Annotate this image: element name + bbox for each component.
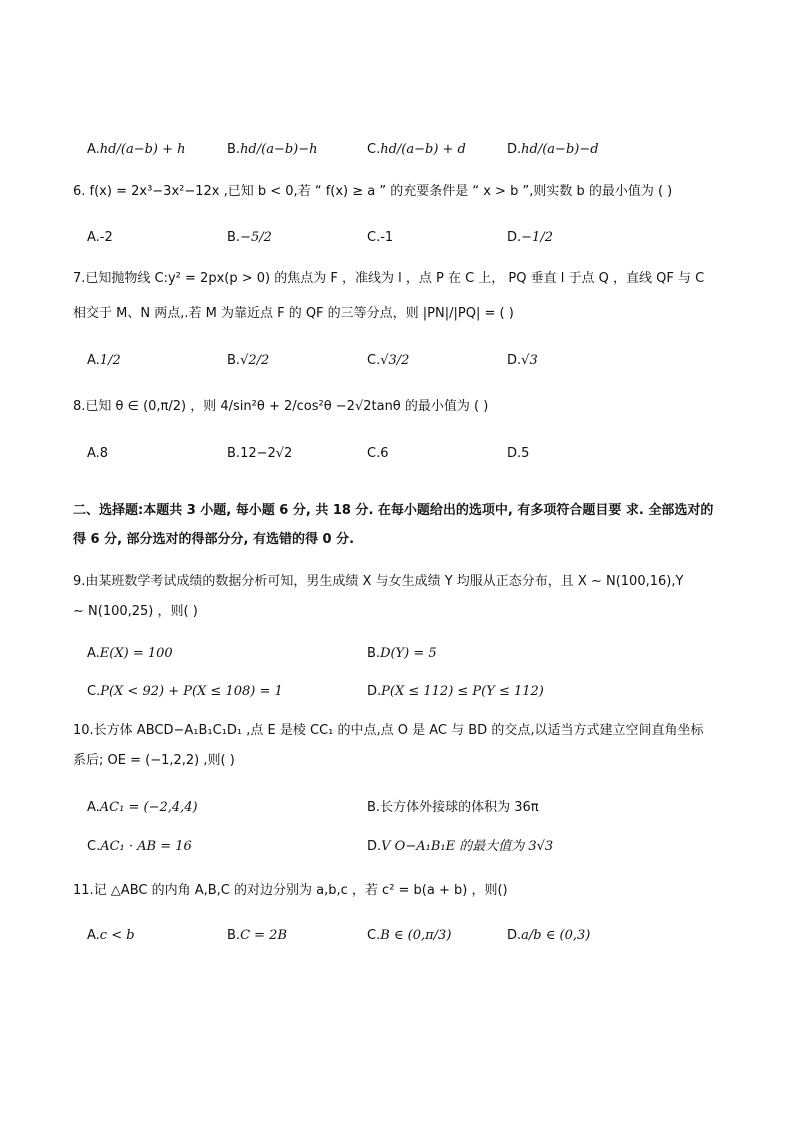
section2-heading-line1: 二、选择题:本题共 3 小题, 每小题 6 分, 共 18 分. 在每小题给出的选项中, 有多项符合题目要 求. 全部选对的 — [73, 503, 714, 518]
q10-option-d: D.V O−A₁B₁E 的最大值为 3√3 — [367, 839, 554, 854]
q6-option-b: B.−5/2 — [227, 230, 272, 245]
q10-option-a: A.AC₁ = (−2,4,4) — [87, 800, 198, 815]
q11-option-a: A.c < b — [87, 928, 135, 943]
q6-stem: 6. f(x) = 2x³−3x²−12x ,已知 b < 0,若 “ f(x) ≥ a ” 的充要条件是 “ x > b ”,则实数 b 的最小值为 ( ) — [73, 184, 673, 199]
q9-stem-line2: ∼ N(100,25) ，则( ) — [73, 604, 198, 619]
q7-stem-line1: 7.已知抛物线 C:y² = 2px(p > 0) 的焦点为 F ，准线为 l ，点 P 在 C 上， PQ 垂直 l 于点 Q ，直线 QF 与 C — [73, 271, 705, 286]
q6-option-a: A.-2 — [87, 230, 113, 245]
q5-option-a: A.hd/(a−b) + h — [87, 142, 186, 157]
q9-option-d: D.P(X ≤ 112) ≤ P(Y ≤ 112) — [367, 684, 544, 699]
q7-option-a: A.1/2 — [87, 353, 121, 368]
q8-option-d: D.5 — [507, 446, 530, 461]
q6-option-c: C.-1 — [367, 230, 394, 245]
q8-option-b: B.12−2√2 — [227, 446, 293, 461]
q5-option-b: B.hd/(a−b)−h — [227, 142, 318, 157]
q8-stem: 8.已知 θ ∈ (0,π/2) ，则 4/sin²θ + 2/cos²θ −2√2tanθ 的最小值为 ( ) — [73, 399, 489, 414]
q7-option-b: B.√2/2 — [227, 353, 270, 368]
q9-option-a: A.E(X) = 100 — [87, 646, 173, 661]
q11-option-d: D.a/b ∈ (0,3) — [507, 928, 591, 943]
q9-option-c: C.P(X < 92) + P(X ≤ 108) = 1 — [87, 684, 283, 699]
q10-option-c: C.AC₁ · AB = 16 — [87, 839, 192, 854]
q10-stem-line2: 系后; OE = (−1,2,2) ,则( ) — [73, 753, 235, 768]
q11-stem: 11.记 △ABC 的内角 A,B,C 的对边分别为 a,b,c ，若 c² = b(a + b) ，则() — [73, 883, 508, 898]
q5-option-d: D.hd/(a−b)−d — [507, 142, 599, 157]
q7-stem-line2: 相交于 M、N 两点,.若 M 为靠近点 F 的 QF 的三等分点，则 |PN|/|PQ| = ( ) — [73, 306, 514, 321]
q10-stem-line1: 10.长方体 ABCD−A₁B₁C₁D₁ ,点 E 是棱 CC₁ 的中点,点 O 是 AC 与 BD 的交点,以适当方式建立空间直角坐标 — [73, 723, 704, 738]
q6-option-d: D.−1/2 — [507, 230, 553, 245]
section2-heading-line2: 得 6 分, 部分选对的得部分分, 有选错的得 0 分. — [73, 532, 355, 547]
q5-option-c: C.hd/(a−b) + d — [367, 142, 466, 157]
q11-option-b: B.C = 2B — [227, 928, 287, 943]
q9-stem-line1: 9.由某班数学考试成绩的数据分析可知，男生成绩 X 与女生成绩 Y 均服从正态分布，且 X ∼ N(100,16),Y — [73, 574, 684, 589]
q11-option-c: C.B ∈ (0,π/3) — [367, 928, 452, 943]
q8-option-a: A.8 — [87, 446, 109, 461]
q7-option-c: C.√3/2 — [367, 353, 410, 368]
q7-option-d: D.√3 — [507, 353, 538, 368]
q8-option-c: C.6 — [367, 446, 389, 461]
q9-option-b: B.D(Y) = 5 — [367, 646, 437, 661]
q10-option-b: B.长方体外接球的体积为 36π — [367, 800, 539, 815]
